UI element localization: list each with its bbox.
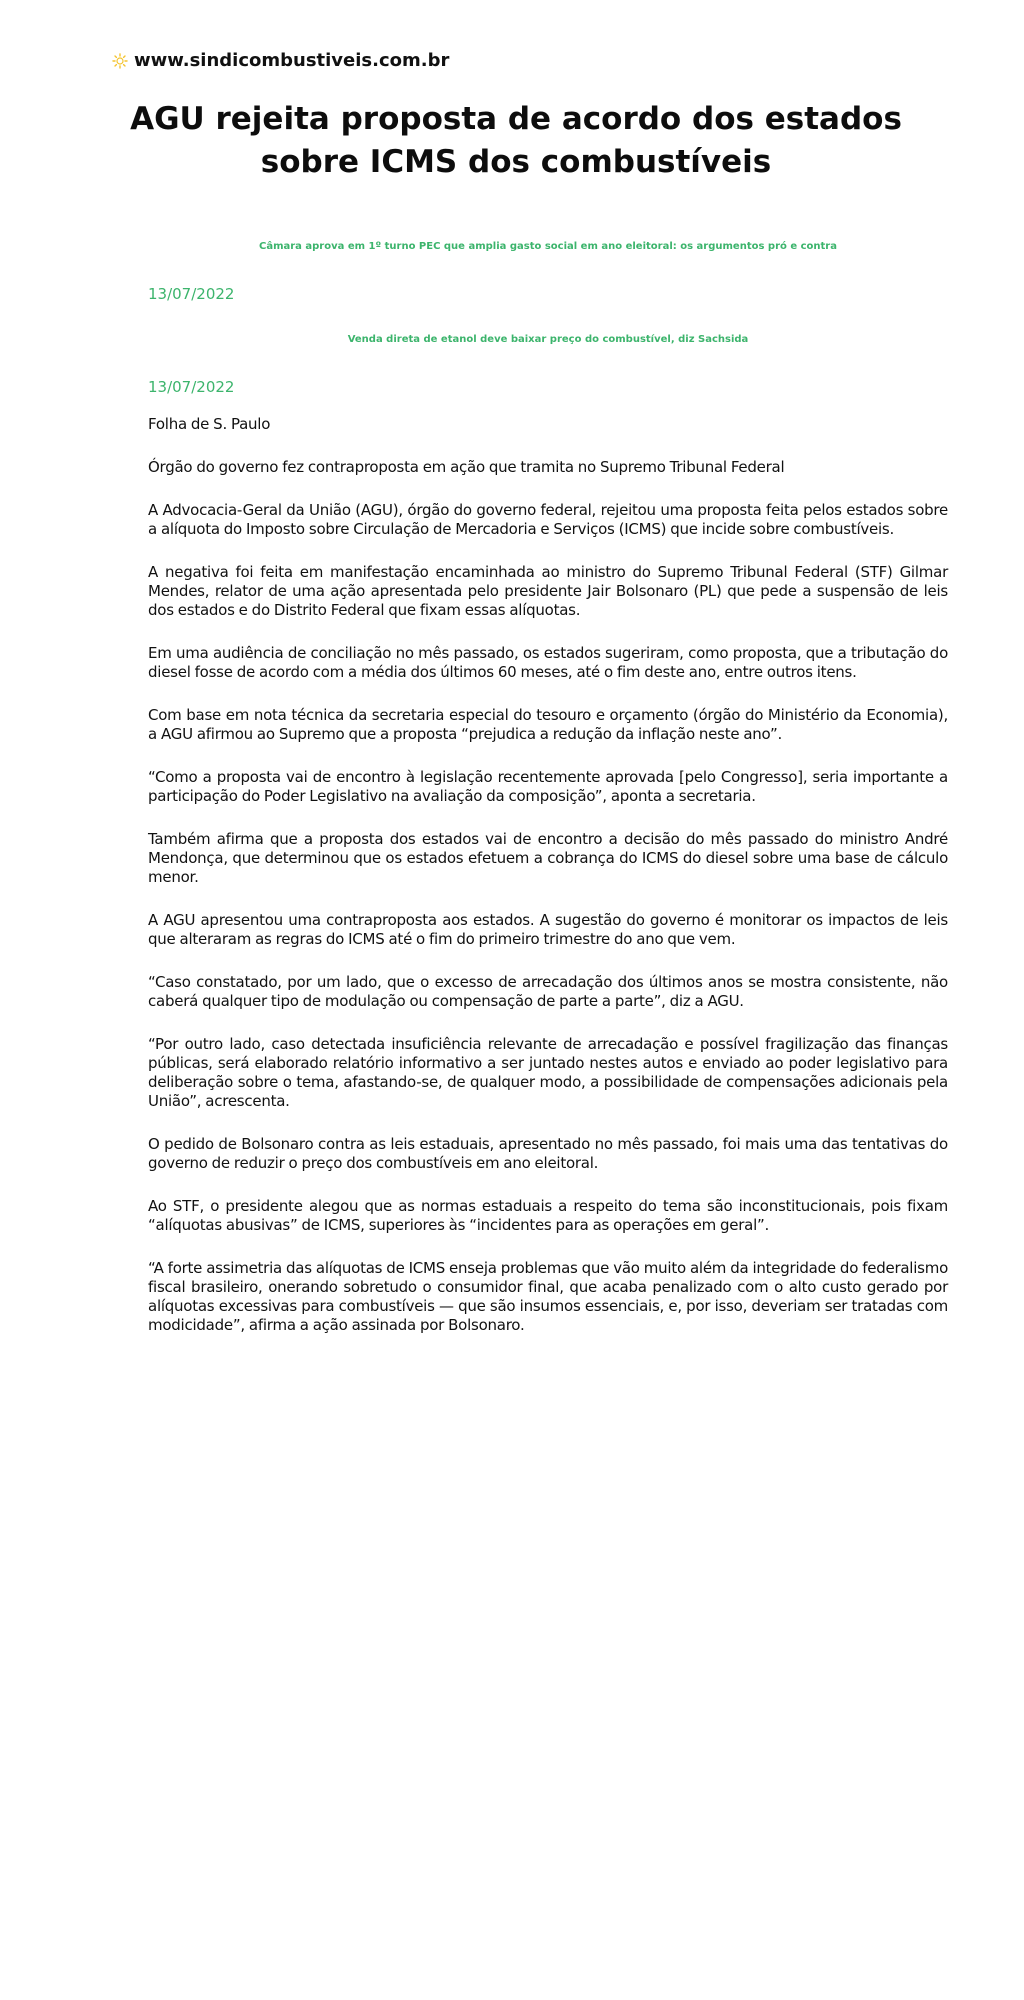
related-article-link[interactable]: Câmara aprova em 1º turno PEC que amplia gasto social em ano eleitoral: os argumentos pró e contra: [258, 241, 837, 252]
article-paragraph: Em uma audiência de conciliação no mês passado, os estados sugeriram, como proposta, que a tributação do diesel fosse de acordo com a média dos últimos 60 meses, até o fim deste ano, entre outros itens.: [148, 644, 948, 681]
article-subtitle: Órgão do governo fez contraproposta em ação que tramita no Supremo Tribunal Federal: [148, 458, 785, 476]
article-title: AGU rejeita proposta de acordo dos estados sobre ICMS dos combustíveis: [130, 101, 902, 180]
article-paragraph: Com base em nota técnica da secretaria especial do tesouro e orçamento (órgão do Ministério da Economia), a AGU afirmou ao Supremo que a proposta “prejudica a redução da inflação neste ano”.: [148, 706, 948, 743]
related-article-link[interactable]: Venda direta de etanol deve baixar preço do combustível, diz Sachsida: [347, 334, 749, 345]
article-paragraph: “Como a proposta vai de encontro à legislação recentemente aprovada [pelo Congresso], seria importante a participação do Poder Legislativo na avaliação da composição”, aponta a secretaria.: [148, 768, 948, 805]
article-paragraph: “A forte assimetria das alíquotas de ICMS enseja problemas que vão muito além da integridade do federalismo fiscal brasileiro, onerando sobretudo o consumidor final, que acaba penalizado com o alto custo gerado por alíquotas excessivas para combustíveis — que são insumos essenciais, e, por isso, deveriam ser tratadas com modicidade”, afirma a ação assinada por Bolsonaro.: [148, 1259, 948, 1334]
article-paragraph: A AGU apresentou uma contraproposta aos estados. A sugestão do governo é monitorar os impactos de leis que alteraram as regras do ICMS até o fim do primeiro trimestre do ano que vem.: [148, 911, 948, 948]
article-paragraph: A Advocacia-Geral da União (AGU), órgão do governo federal, rejeitou uma proposta feita pelos estados sobre a alíquota do Imposto sobre Circulação de Mercadoria e Serviços (ICMS) que incide sobre combustíveis.: [148, 501, 948, 538]
article-paragraph: “Caso constatado, por um lado, que o excesso de arrecadação dos últimos anos se mostra consistente, não caberá qualquer tipo de modulação ou compensação de parte a parte”, diz a AGU.: [148, 973, 948, 1010]
sun-icon: [112, 53, 128, 69]
article-paragraph: O pedido de Bolsonaro contra as leis estaduais, apresentado no mês passado, foi mais uma das tentativas do governo de reduzir o preço dos combustíveis em ano eleitoral.: [148, 1135, 948, 1172]
article-paragraph: “Por outro lado, caso detectada insuficiência relevante de arrecadação e possível fragilização das finanças públicas, será elaborado relatório informativo a ser juntado nestes autos e enviado ao poder legislativo para deliberação sobre o tema, afastando-se, de qualquer modo, a possibilidade de compensações adicionais pela União”, acrescenta.: [148, 1035, 948, 1110]
site-header: [112, 50, 449, 71]
article-paragraph: Também afirma que a proposta dos estados vai de encontro a decisão do mês passado do ministro André Mendonça, que determinou que os estados efetuem a cobrança do ICMS do diesel sobre uma base de cálculo menor.: [148, 830, 948, 886]
article-paragraph: Ao STF, o presidente alegou que as normas estaduais a respeito do tema são inconstitucionais, pois fixam “alíquotas abusivas” de ICMS, superiores às “incidentes para as operações em geral”.: [148, 1197, 948, 1234]
related-article-date: 13/07/2022: [148, 378, 235, 396]
article-source: Folha de S. Paulo: [148, 415, 271, 433]
article-paragraph: A negativa foi feita em manifestação encaminhada ao ministro do Supremo Tribunal Federal (STF) Gilmar Mendes, relator de uma ação apresentada pelo presidente Jair Bolsonaro (PL) que pede a suspensão de leis dos estados e do Distrito Federal que fixam essas alíquotas.: [148, 563, 948, 619]
site-url-link[interactable]: www.sindicombustiveis.com.br: [134, 50, 450, 71]
related-article-date: 13/07/2022: [148, 285, 235, 303]
article-body: [148, 415, 948, 1359]
